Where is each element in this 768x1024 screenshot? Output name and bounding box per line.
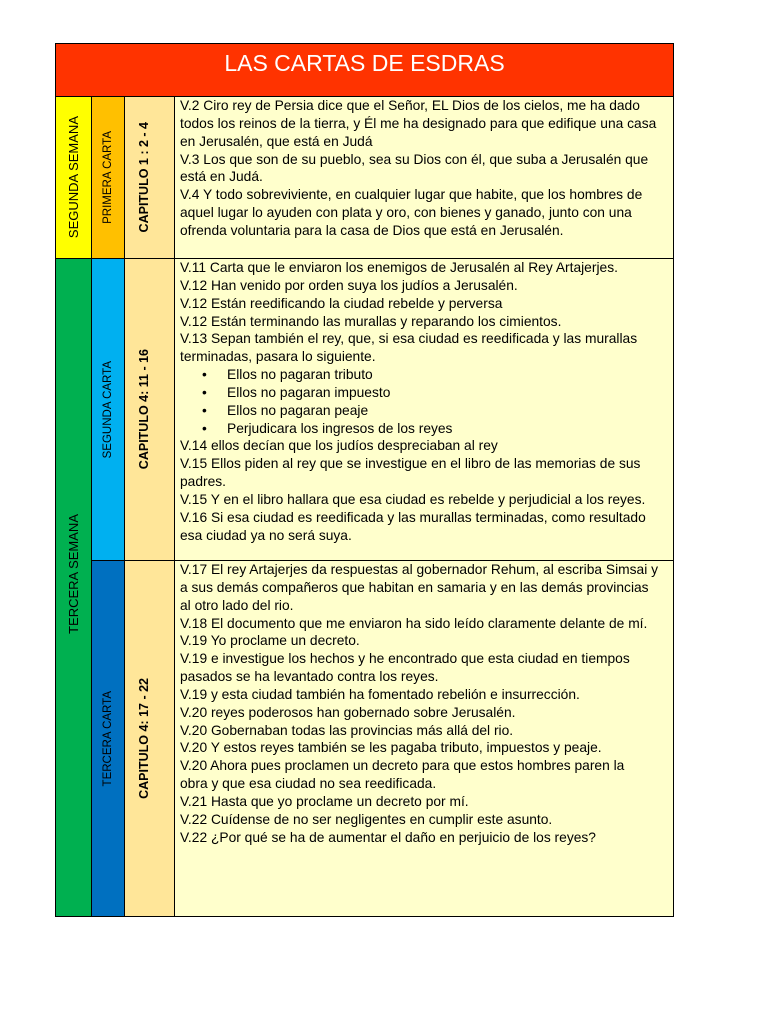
verse-line: V.12 Han venido por orden suya los judíos a Jerusalén. [180, 277, 518, 293]
verse-line: padres. [180, 474, 227, 490]
verse [180, 704, 673, 722]
verse-line: V.11 Carta que le enviaron los enemigos de Jerusalén al Rey Artajerjes. [180, 260, 618, 275]
verse-line: V.20 Y estos reyes también se les pagaba tributo, impuestos y peaje. [180, 740, 602, 756]
verse-line: en Jerusalén, que está en Judá [180, 133, 373, 149]
verse [180, 811, 673, 829]
verse-line: V.12 Están reedificando la ciudad rebelde y perversa [180, 295, 503, 311]
verse [180, 277, 673, 295]
bullet-icon [202, 402, 207, 420]
verse-line: a sus demás compañeros que habitan en samaria y en las demás provincias [180, 579, 649, 595]
verse-line: obra y que esa ciudad no sea reedificada. [180, 776, 437, 792]
verse [180, 722, 673, 740]
verse-line: aquel lugar lo ayuden con plata y oro, con bienes y ganado, junto con una [180, 205, 632, 221]
verse [180, 829, 673, 847]
bullet-text: Perjudicara los ingresos de los reyes [227, 420, 453, 436]
verse-line: V.18 El documento que me enviaron ha sido leído claramente delante de mí. [180, 615, 648, 631]
week-label: TERCERA SEMANA [66, 513, 81, 634]
letter-label: SEGUNDA CARTA [102, 360, 114, 459]
bullet-list [180, 366, 673, 437]
table-title: LAS CARTAS DE ESDRAS [55, 43, 674, 97]
verse-line: V.20 Ahora pues proclamen un decreto para que estos hombres paren la [180, 758, 625, 774]
verse [180, 793, 673, 811]
chapter-cell [124, 258, 175, 561]
verses-cell [174, 96, 674, 259]
letter-label: PRIMERA CARTA [102, 131, 114, 224]
verse-line: está en Judá. [180, 169, 263, 185]
verse [180, 509, 673, 545]
verse [180, 186, 673, 240]
verses-cell [174, 560, 674, 917]
verse-line: V.16 Si esa ciudad es reedificada y las murallas terminadas, como resultado [180, 509, 646, 525]
verse [180, 259, 673, 277]
verse [180, 313, 673, 331]
verse-line: ofrenda voluntaria para la casa de Dios que está en Jerusalén. [180, 222, 564, 238]
verse [180, 686, 673, 704]
verse [180, 455, 673, 491]
bullet-icon [202, 420, 207, 438]
verse-line: V.2 Ciro rey de Persia dice que el Señor, EL Dios de los cielos, me ha dado [180, 98, 640, 113]
verse [180, 151, 673, 187]
verse-line: V.3 Los que son de su pueblo, sea su Dios con él, que suba a Jerusalén que [180, 151, 649, 167]
verse-line: V.14 ellos decían que los judíos despreciaban al rey [180, 438, 498, 454]
week-cell-segunda [55, 96, 92, 259]
verse-line: V.20 reyes poderosos han gobernado sobre Jerusalén. [180, 704, 516, 720]
verse-line: V.19 Yo proclame un decreto. [180, 633, 360, 649]
bullet-item [180, 402, 673, 420]
bullet-icon [202, 384, 207, 402]
verse [180, 650, 673, 686]
verses-cell [174, 258, 674, 561]
verse [180, 97, 673, 151]
verse-line: V.12 Están terminando las murallas y reparando los cimientos. [180, 313, 562, 329]
verse-line: V.20 Gobernaban todas las provincias más allá del rio. [180, 722, 514, 738]
verse [180, 632, 673, 650]
verse-line: V.19 y esta ciudad también ha fomentado rebelión e insurrección. [180, 686, 580, 702]
letter-cell-segunda [91, 258, 125, 561]
chapter-label: CAPITULO 4: 17 - 22 [136, 678, 151, 799]
bullet-icon [202, 366, 207, 384]
letters-table [55, 43, 674, 917]
chapter-label: CAPITULO 1 : 2 - 4 [136, 122, 151, 233]
letter-cell-tercera [91, 560, 125, 917]
verse [180, 561, 673, 615]
verse-line: V.4 Y todo sobreviviente, en cualquier lugar que habite, que los hombres de [180, 187, 643, 203]
letter-label: TERCERA CARTA [102, 690, 114, 787]
verse-line: V.15 Y en el libro hallara que esa ciudad es rebelde y perjudicial a los reyes. [180, 491, 646, 507]
verse [180, 739, 673, 757]
verse-line: V.21 Hasta que yo proclame un decreto por mí. [180, 793, 469, 809]
verse-line: V.15 Ellos piden al rey que se investigue en el libro de las memorias de sus [180, 456, 641, 472]
verse-line: pasados se ha levantado contra los reyes. [180, 669, 439, 685]
bullet-item [180, 366, 673, 384]
verse-line: V.19 e investigue los hechos y he encontrado que esta ciudad en tiempos [180, 651, 630, 667]
bullet-item [180, 384, 673, 402]
verse [180, 437, 673, 455]
verse [180, 757, 673, 793]
verse [180, 295, 673, 313]
letter-cell-primera [91, 96, 125, 259]
verse-line: al otro lado del rio. [180, 597, 294, 613]
week-label: SEGUNDA SEMANA [66, 116, 81, 239]
verse-line: esa ciudad ya no será suya. [180, 527, 352, 543]
verse-line: V.13 Sepan también el rey, que, si esa ciudad es reedificada y las murallas [180, 331, 638, 347]
chapter-cell [124, 96, 175, 259]
verse-line: todos los reinos de la tierra, y Él me ha designado para que edifique una casa [180, 115, 657, 131]
bullet-text: Ellos no pagaran peaje [227, 402, 369, 418]
verse-line: V.22 Cuídense de no ser negligentes en cumplir este asunto. [180, 811, 553, 827]
verse [180, 330, 673, 366]
chapter-label: CAPITULO 4: 11 - 16 [136, 349, 151, 470]
verse-line: terminadas, pasara lo siguiente. [180, 349, 376, 365]
week-cell-tercera [55, 258, 92, 917]
verse-line: V.17 El rey Artajerjes da respuestas al gobernador Rehum, al escriba Simsai y [180, 562, 659, 577]
verse-line: V.22 ¿Por qué se ha de aumentar el daño en perjuicio de los reyes? [180, 829, 596, 845]
bullet-item [180, 420, 673, 438]
verse [180, 491, 673, 509]
chapter-cell [124, 560, 175, 917]
bullet-text: Ellos no pagaran tributo [227, 367, 373, 383]
verse [180, 615, 673, 633]
bullet-text: Ellos no pagaran impuesto [227, 384, 391, 400]
